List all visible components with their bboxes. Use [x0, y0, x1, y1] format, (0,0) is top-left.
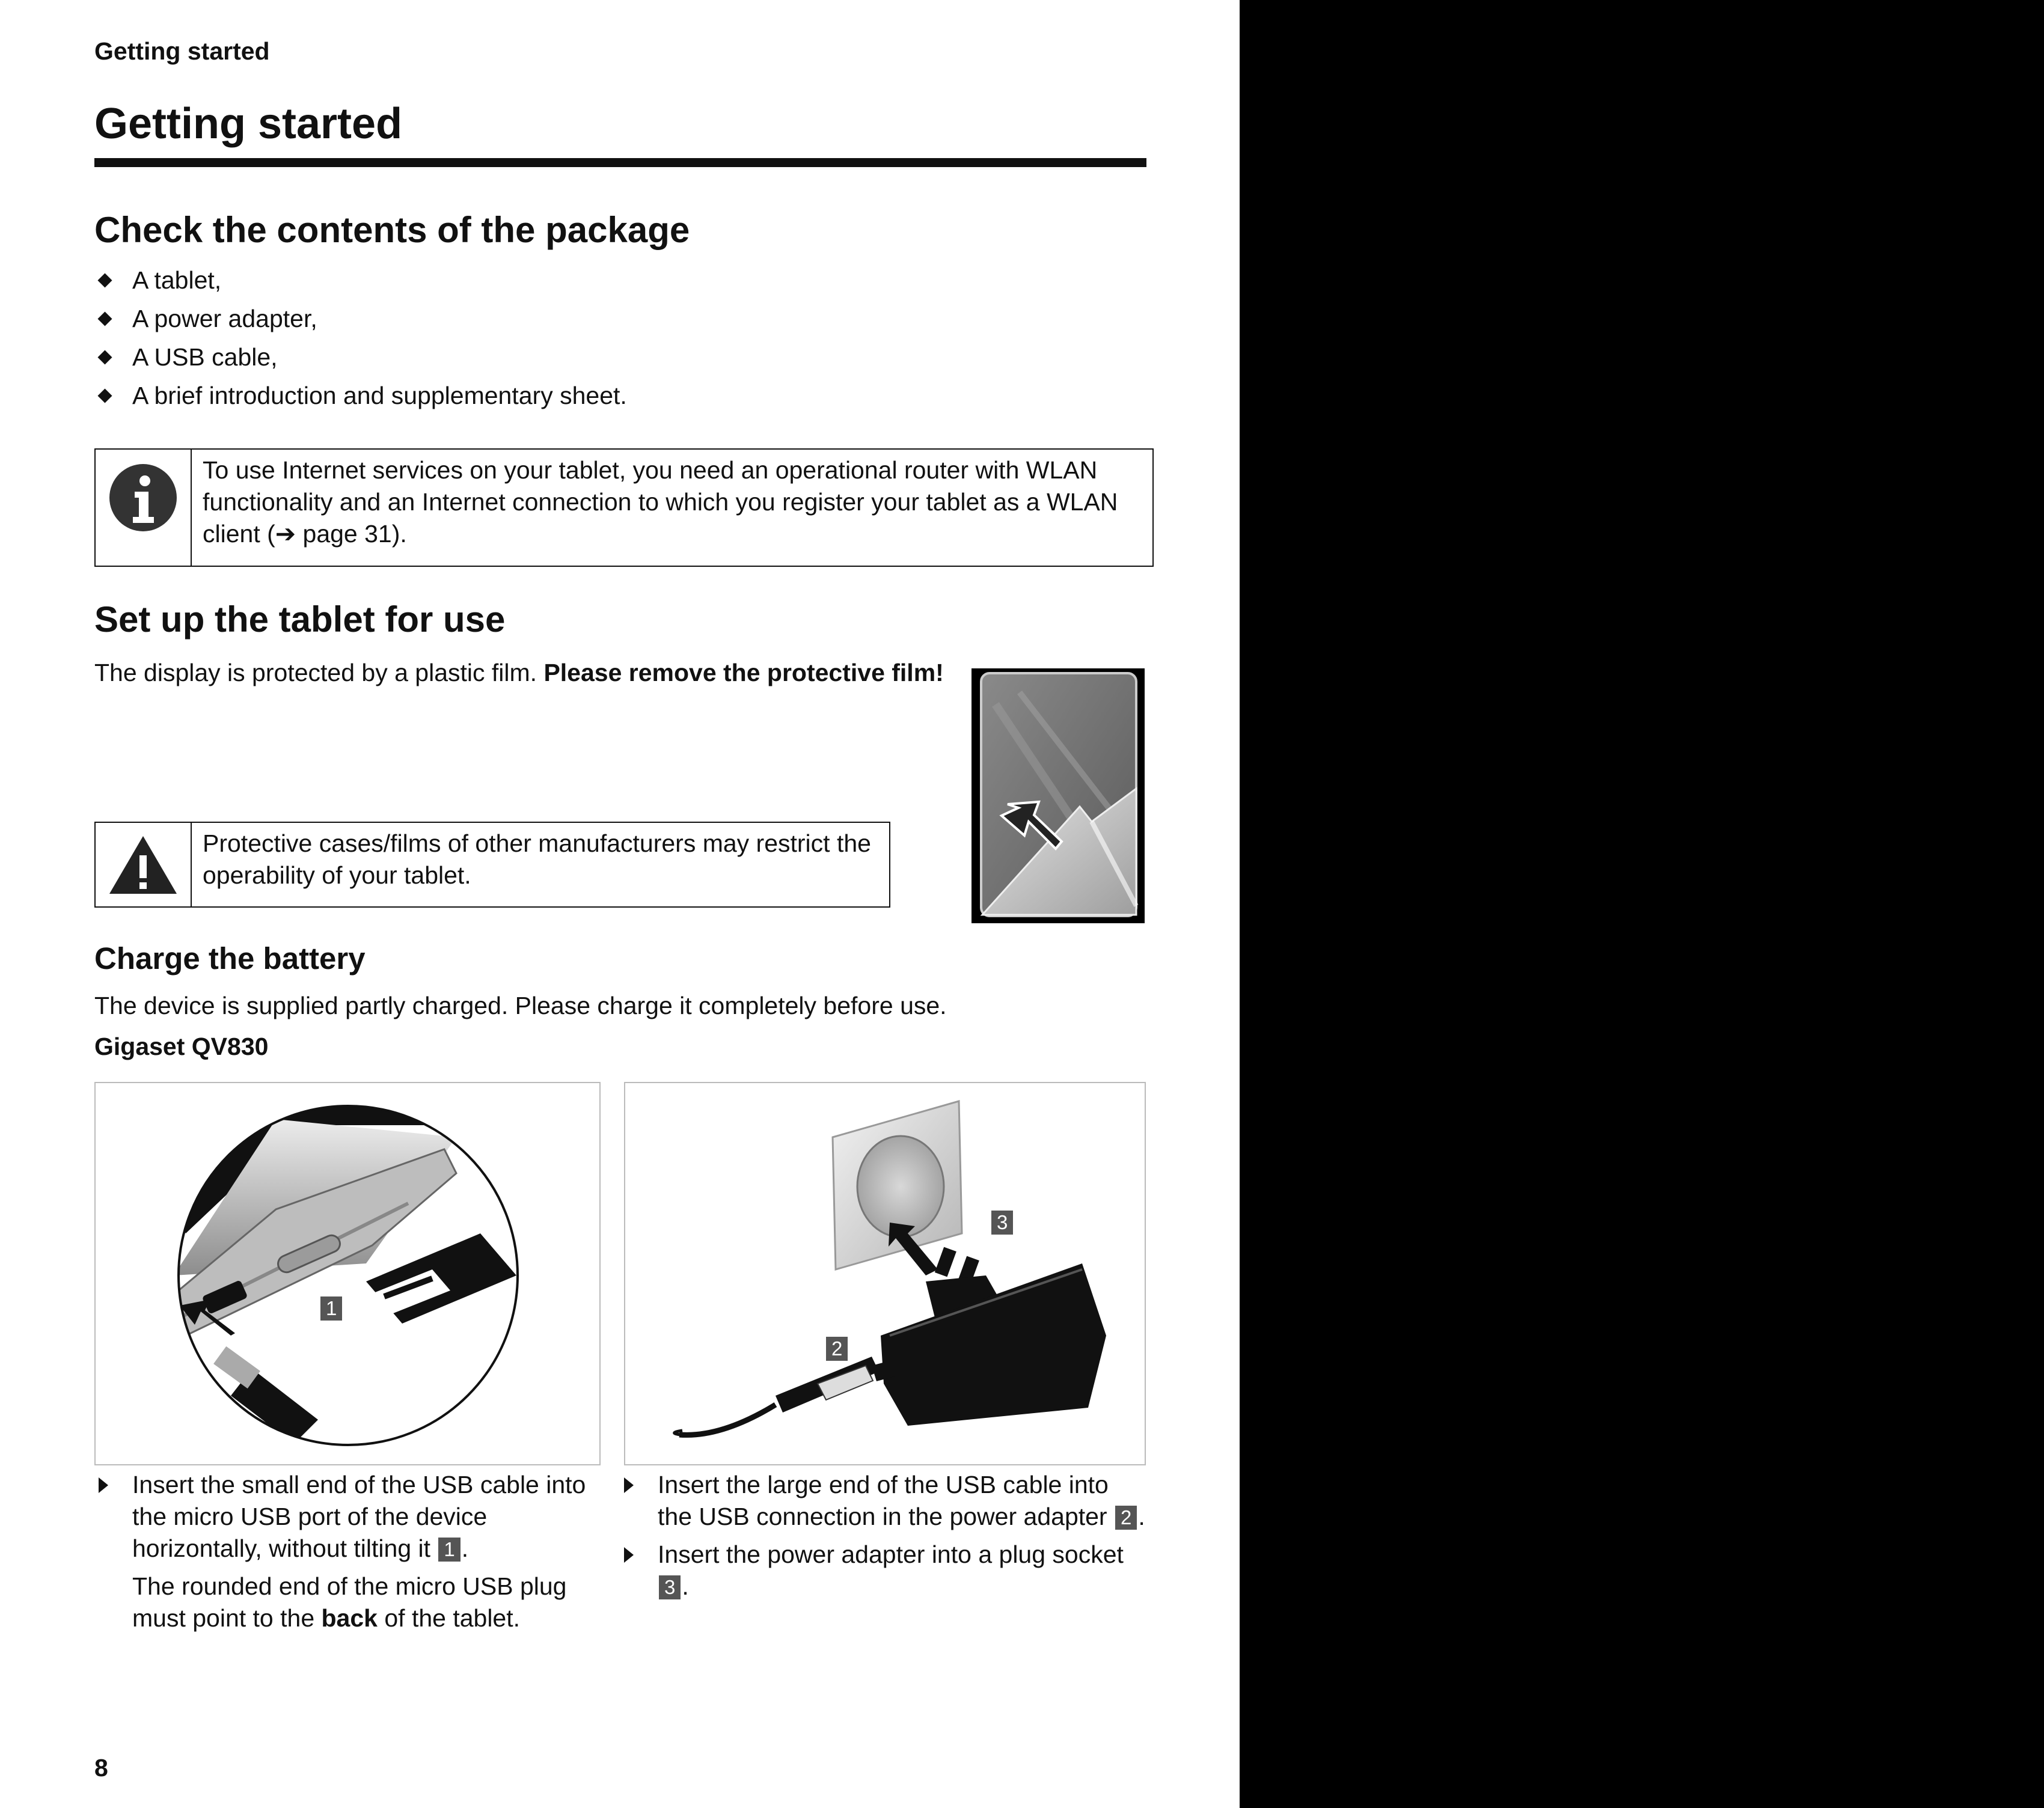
badge-1: 1: [320, 1296, 342, 1321]
bullet-diamond-icon: [97, 273, 112, 287]
page-reference-link[interactable]: page 31).: [296, 520, 407, 548]
instruction-note: The rounded end of the micro USB plug must point to the back of the tablet.: [132, 1572, 567, 1632]
badge-3: 3: [659, 1575, 681, 1599]
badge-3: 3: [991, 1211, 1013, 1235]
badge-2: 2: [1115, 1506, 1137, 1530]
info-note-text: To use Internet services on your tablet, you need an operational router with WLAN functionality and an Internet connection to which you register your tablet as a WLAN client (➔ page 31).: [203, 456, 1118, 548]
package-item: A USB cable,: [94, 338, 1116, 376]
bullet-diamond-icon: [97, 311, 112, 326]
bullet-diamond-icon: [97, 388, 112, 403]
warning-note-text: Protective cases/films of other manufacturers may restrict the operability of your tablet.: [203, 829, 871, 889]
protective-film-illustration: [972, 668, 1145, 923]
package-heading: Check the contents of the package: [94, 210, 690, 250]
step-arrow-icon: [624, 1547, 634, 1563]
instruction-step: Insert the small end of the USB cable into the micro USB port of the device horizontally, without tilting it 1 .: [94, 1469, 623, 1565]
running-header: Getting started: [94, 37, 270, 65]
micro-usb-figure: [94, 1082, 601, 1465]
package-item: A brief introduction and supplementary sheet.: [94, 376, 1116, 415]
model-name: Gigaset QV830: [94, 1033, 269, 1060]
title-rule: [94, 158, 1146, 167]
info-icon: [96, 450, 191, 566]
power-adapter-illustration: [625, 1083, 1145, 1464]
battery-heading: Charge the battery: [94, 941, 366, 976]
page-number: 8: [94, 1754, 108, 1782]
step-arrow-icon: [99, 1477, 108, 1493]
warning-icon: [96, 823, 191, 906]
power-adapter-figure: [624, 1082, 1146, 1465]
instruction-step: Insert the power adapter into a plug socket 3 .: [620, 1539, 1149, 1602]
package-item: A power adapter,: [94, 299, 1116, 338]
battery-intro: The device is supplied partly charged. Please charge it completely before use.: [94, 992, 947, 1019]
warning-icon-cell: [96, 823, 192, 906]
package-item: A tablet,: [94, 261, 1116, 299]
step-arrow-icon: [624, 1477, 634, 1493]
badge-1: 1: [438, 1538, 460, 1562]
arrow-right-icon: ➔: [275, 520, 296, 548]
chapter-title: Getting started: [94, 100, 403, 148]
tablet-film-illustration: [972, 668, 1145, 923]
setup-heading: Set up the tablet for use: [94, 599, 506, 640]
bullet-diamond-icon: [97, 350, 112, 364]
info-note: [94, 448, 1154, 567]
micro-usb-illustration: [96, 1083, 599, 1464]
info-icon-cell: [96, 450, 192, 566]
right-instructions: [620, 1469, 1149, 1602]
black-margin: [1240, 0, 2044, 1808]
badge-2: 2: [826, 1337, 848, 1361]
package-list: [94, 261, 1116, 415]
instruction-step: Insert the large end of the USB cable into the USB connection in the power adapter 2 .: [620, 1469, 1149, 1533]
left-instructions: [94, 1469, 623, 1634]
warning-note: [94, 822, 890, 908]
setup-text: The display is protected by a plastic film. Please remove the protective film!: [94, 659, 944, 686]
